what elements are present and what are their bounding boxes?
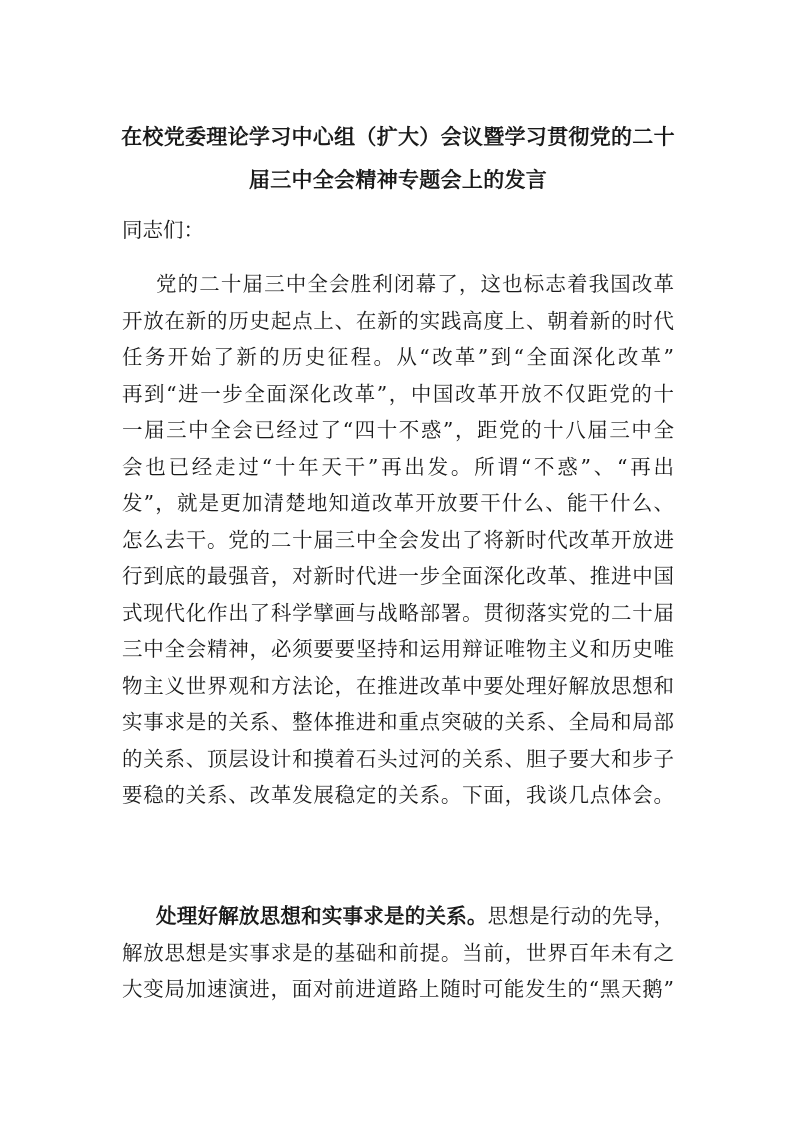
- paragraph-section-1: [122, 898, 674, 1008]
- paragraph-line: 行到底的最强音，对新时代进一步全面深化改革、推进中国: [122, 564, 674, 588]
- paragraph-line: 再到“进一步全面深化改革”，中国改革开放不仅距党的十: [122, 381, 674, 406]
- paragraph-line: 发”，就是更加清楚地知道改革开放要干什么、能干什么、: [122, 491, 674, 515]
- paragraph-line-rest: 思想是行动的先导，: [487, 904, 675, 928]
- salutation: [122, 212, 674, 249]
- paragraph-line: 物主义世界观和方法论，在推进改革中要处理好解放思想和: [122, 673, 674, 698]
- salutation-text: 同志们：: [122, 218, 204, 242]
- paragraph-line: 党的二十届三中全会胜利闭幕了，这也标志着我国改革: [156, 272, 674, 296]
- paragraph-line: 的关系、顶层设计和摸着石头过河的关系、胆子要大和步子: [122, 746, 674, 771]
- paragraph-line: 开放在新的历史起点上、在新的实践高度上、朝着新的时代: [122, 308, 674, 333]
- paragraph-line: 要稳的关系、改革发展稳定的关系。下面，我谈几点体会。: [122, 783, 674, 807]
- section-heading: 处理好解放思想和实事求是的关系。: [156, 904, 488, 928]
- paragraph-line: [122, 898, 674, 935]
- paragraph-line: 一届三中全会已经过了“四十不惑”，距党的十八届三中全: [122, 418, 674, 442]
- title-line-2: 届三中全会精神专题会上的发言: [248, 168, 548, 192]
- paragraph-line: 三中全会精神，必须要要坚持和运用辩证唯物主义和历史唯: [122, 637, 674, 661]
- document-title: [118, 116, 678, 202]
- paragraph-line: 任务开始了新的历史征程。从“改革”到“全面深化改革”: [122, 345, 674, 369]
- paragraph-line: 大变局加速演进，面对前进道路上随时可能发生的“黑天鹅”: [122, 977, 674, 1001]
- paragraph-intro: [122, 266, 674, 814]
- paragraph-line: 实事求是的关系、整体推进和重点突破的关系、全局和局部: [122, 710, 674, 734]
- paragraph-line: 解放思想是实事求是的基础和前提。当前，世界百年未有之: [122, 940, 674, 965]
- title-line-1: 在校党委理论学习中心组（扩大）会议暨学习贯彻党的二十: [121, 125, 675, 149]
- paragraph-line: 会也已经走过“十年天干”再出发。所谓“不惑”、“再出: [122, 454, 674, 479]
- paragraph-line: 式现代化作出了科学擘画与战略部署。贯彻落实党的二十届: [122, 600, 674, 625]
- paragraph-line: 怎么去干。党的二十届三中全会发出了将新时代改革开放进: [122, 527, 674, 552]
